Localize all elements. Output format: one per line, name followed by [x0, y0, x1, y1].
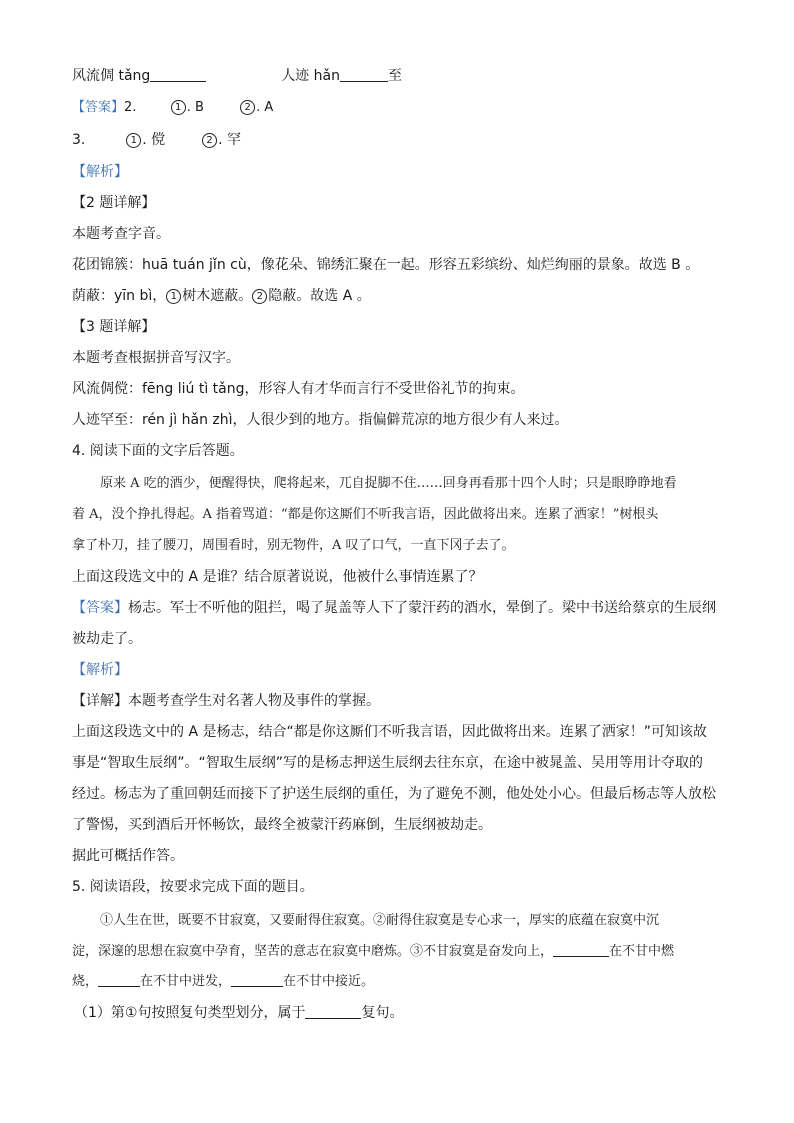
q2-line-2-part: 树木遮蔽。 [182, 288, 253, 304]
answer-option: . B [186, 100, 204, 115]
pinyin-question-line [72, 66, 402, 86]
q5-passage-text: 在不甘中接近。 [283, 974, 375, 989]
answer-option: . A [256, 100, 274, 115]
answer-blank [98, 972, 140, 987]
answer-blank [340, 67, 388, 82]
q4-passage-line: 着 A，没个挣扎得起。A 指着骂道：“都是你这厮们不听我言语，因此做将出来。连累了洒家！”树根头 [72, 507, 659, 522]
q2-detail-tag: 【2 题详解】 [72, 195, 156, 211]
q4-answer-text: 杨志。军士不听他的阻拦，喝了晁盖等人下了蒙汗药的酒水，晕倒了。梁中书送给蔡京的生辰纲 [128, 600, 716, 616]
answer-3-line [72, 130, 241, 150]
q5-passage-line [72, 972, 374, 992]
q2-line-2 [72, 286, 371, 306]
q5-subquestion-text: （1）第①句按照复句类型划分，属于 [74, 1005, 306, 1021]
pinyin-item-right-tail: 至 [387, 68, 402, 84]
answer-blank [305, 1004, 361, 1019]
question-number: 2. [124, 100, 137, 115]
pinyin-item-right: 人迹 hǎn [281, 68, 340, 84]
q4-detail-body: 经过。杨志为了重回朝廷而接下了护送生辰纲的重任，为了避免不测，他处处小心。但最后杨志等人放松 [72, 786, 716, 802]
q2-line-1: 花团锦簇：huā tuán jǐn cù，像花朵、锦绣汇聚在一起。形容五彩缤纷、灿烂绚丽的景象。故选 B 。 [72, 257, 700, 273]
q5-passage-text: 在不甘中迸发， [140, 974, 232, 989]
q4-detail-body: 据此可概括作答。 [72, 848, 184, 864]
answer-option: . 罕 [218, 132, 241, 148]
answer-blank [553, 942, 609, 957]
q3-intro: 本题考查根据拼音写汉字。 [72, 350, 240, 366]
circled-number: 1 [166, 289, 181, 304]
pinyin-item-left: 风流倜 tǎng [72, 68, 151, 84]
q5-passage-text: 淀，深邃的思想在寂寞中孕育，坚苦的意志在寂寞中磨炼。③不甘寂寞是奋发向上， [72, 944, 554, 959]
q4-answer-line [72, 598, 716, 618]
q3-detail-tag: 【3 题详解】 [72, 319, 156, 335]
q5-subquestion-text: 复句。 [361, 1005, 404, 1021]
analysis-tag: 【解析】 [72, 662, 128, 678]
q4-detail-body: 了警惕，买到酒后开怀畅饮，最终全被蒙汗药麻倒，生辰纲被劫走。 [72, 817, 492, 833]
q5-passage-line [72, 942, 674, 962]
q3-line-1: 风流倜傥：fēng liú tì tǎng，形容人有才华而言行不受世俗礼节的拘束。 [72, 381, 525, 397]
q5-passage-text: 烧， [72, 974, 99, 989]
detail-tag: 【详解】 [72, 693, 128, 709]
q4-question: 上面这段选文中的 A 是谁？结合原著说说，他被什么事情连累了？ [72, 569, 483, 585]
answer-blank [150, 67, 206, 82]
q2-line-2-part: 隐蔽。故选 A 。 [268, 288, 371, 304]
answer-tag: 【答案】 [72, 600, 128, 616]
q5-passage-text: 在不甘中燃 [609, 944, 675, 959]
circled-number: 1 [126, 133, 141, 148]
q5-title: 5. 阅读语段，按要求完成下面的题目。 [72, 879, 314, 895]
q4-detail-body: 事是“智取生辰纲”。“智取生辰纲”写的是杨志押送生辰纲去往东京，在途中被晁盖、吴用等用计夺取的 [72, 755, 704, 771]
q3-line-2: 人迹罕至：rén jì hǎn zhì，人很少到的地方。指偏僻荒凉的地方很少有人来过。 [72, 412, 569, 428]
q5-subquestion-1 [74, 1003, 403, 1023]
circled-number: 2 [252, 289, 267, 304]
analysis-tag: 【解析】 [72, 164, 128, 180]
question-number: 3. [72, 132, 86, 148]
q2-intro: 本题考查字音。 [72, 226, 170, 242]
q4-detail-line [72, 691, 380, 711]
q4-title: 4. 阅读下面的文字后答题。 [72, 443, 244, 459]
q5-passage-line: ①人生在世，既要不甘寂寞，又要耐得住寂寞。②耐得住寂寞是专心求一，厚实的底蕴在寂寞中沉 [100, 913, 660, 928]
q4-passage-line: 原来 A 吃的酒少，便醒得快，爬将起来，兀自捉脚不住……回身再看那十四个人时；只是眼睁睁地看 [100, 476, 677, 491]
circled-number: 2 [240, 100, 255, 115]
q4-passage-line: 拿了朴刀，挂了腰刀，周围看时，别无物件，A 叹了口气，一直下冈子去了。 [72, 538, 515, 553]
q4-detail-body: 上面这段选文中的 A 是杨志，结合“都是你这厮们不听我言语，因此做将出来。连累了洒家！”可知该故 [72, 724, 707, 740]
circled-number: 2 [202, 133, 217, 148]
circled-number: 1 [171, 100, 186, 115]
answer-2-line [72, 98, 273, 118]
answer-blank [231, 972, 283, 987]
q2-line-2-part: 荫蔽：yīn bì， [72, 288, 167, 304]
q4-detail-text: 本题考查学生对名著人物及事件的掌握。 [128, 693, 380, 709]
answer-option: . 傥 [142, 132, 166, 148]
q4-answer-continued: 被劫走了。 [72, 631, 142, 647]
answer-tag: 【答案】 [72, 100, 125, 115]
